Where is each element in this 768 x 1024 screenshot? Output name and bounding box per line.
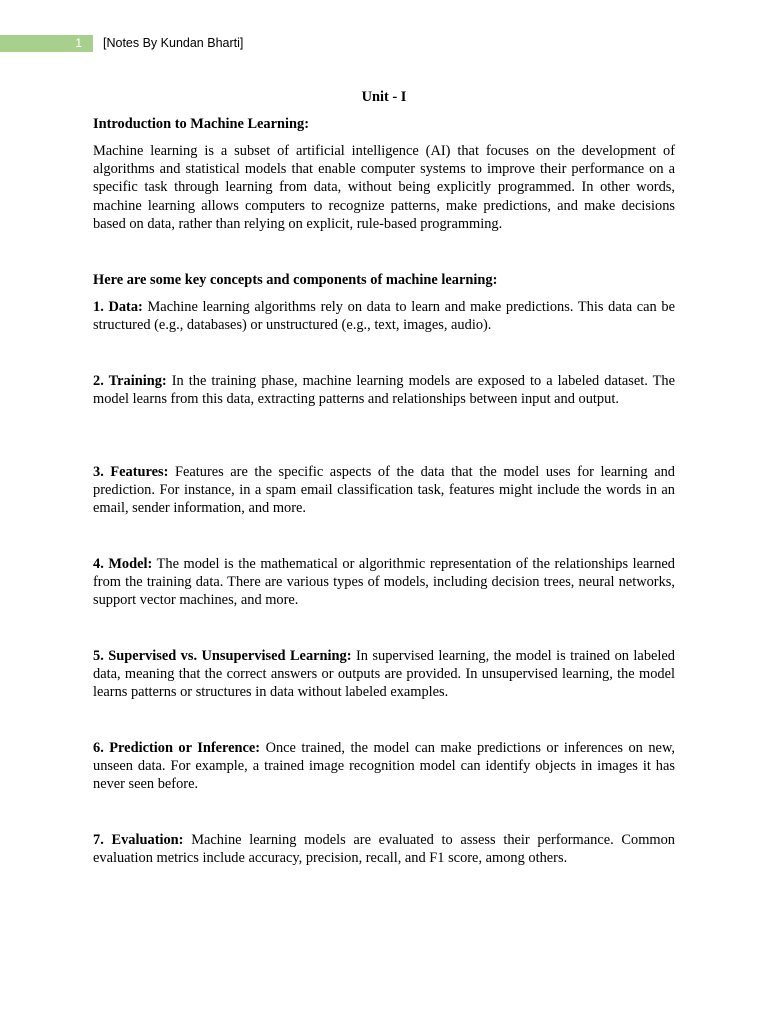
concept-term: 6. Prediction or Inference: — [93, 740, 261, 756]
page-number-bar — [0, 35, 93, 52]
concept-term: 3. Features: — [93, 464, 169, 480]
concept-text: Machine learning models are evaluated to assess their performance. Common evaluation metrics include accuracy, precision, recall, and F1 score, among others. — [93, 832, 675, 867]
concept-term: 2. Training: — [93, 373, 167, 389]
concept-item — [93, 298, 675, 334]
intro-heading: Introduction to Machine Learning: — [93, 116, 309, 132]
concept-item — [93, 372, 675, 408]
concept-text: Features are the specific aspects of the data that the model uses for learning and prediction. For instance, in a spam email classification task, features might include the words in an email, sender information, and more. — [93, 464, 675, 517]
header-title: [Notes By Kundan Bharti] — [103, 36, 244, 50]
concept-text: In the training phase, machine learning models are exposed to a labeled dataset. The model learns from this data, extracting patterns and relationships between input and output. — [93, 373, 675, 408]
document-body — [93, 86, 675, 867]
concept-term: 1. Data: — [93, 299, 143, 315]
concept-term: 7. Evaluation: — [93, 832, 184, 848]
concept-term: 4. Model: — [93, 556, 153, 572]
concept-text: The model is the mathematical or algorithmic representation of the relationships learned from the training data. There are various types of models, including decision trees, neural networks, support vector machines, and more. — [93, 556, 675, 609]
concept-item — [93, 463, 675, 518]
concept-item — [93, 831, 675, 867]
concept-item — [93, 647, 675, 702]
page-header — [0, 35, 768, 52]
concepts-heading: Here are some key concepts and components of machine learning: — [93, 272, 498, 288]
concept-text: Machine learning algorithms rely on data to learn and make predictions. This data can be structured (e.g., databases) or unstructured (e.g., text, images, audio). — [93, 299, 675, 334]
page-number: 1 — [75, 36, 82, 50]
intro-paragraph: Machine learning is a subset of artificial intelligence (AI) that focuses on the development of algorithms and statistical models that enable computer systems to improve their performance on a specific task through learning from data, without being explicitly programmed. In other words, machine learning allows computers to recognize patterns, make predictions, and make decisions based on data, rather than relying on explicit, rule-based programming. — [93, 143, 675, 232]
concept-term: 5. Supervised vs. Unsupervised Learning: — [93, 648, 352, 664]
unit-title: Unit - I — [361, 89, 407, 105]
concept-text: Once trained, the model can make predictions or inferences on new, unseen data. For example, a trained image recognition model can identify objects in images it has never seen before. — [93, 740, 675, 793]
concept-item — [93, 555, 675, 610]
concept-item — [93, 739, 675, 794]
concept-text: In supervised learning, the model is trained on labeled data, meaning that the correct answers or outputs are provided. In unsupervised learning, the model learns patterns or structures in data without labeled examples. — [93, 648, 675, 701]
